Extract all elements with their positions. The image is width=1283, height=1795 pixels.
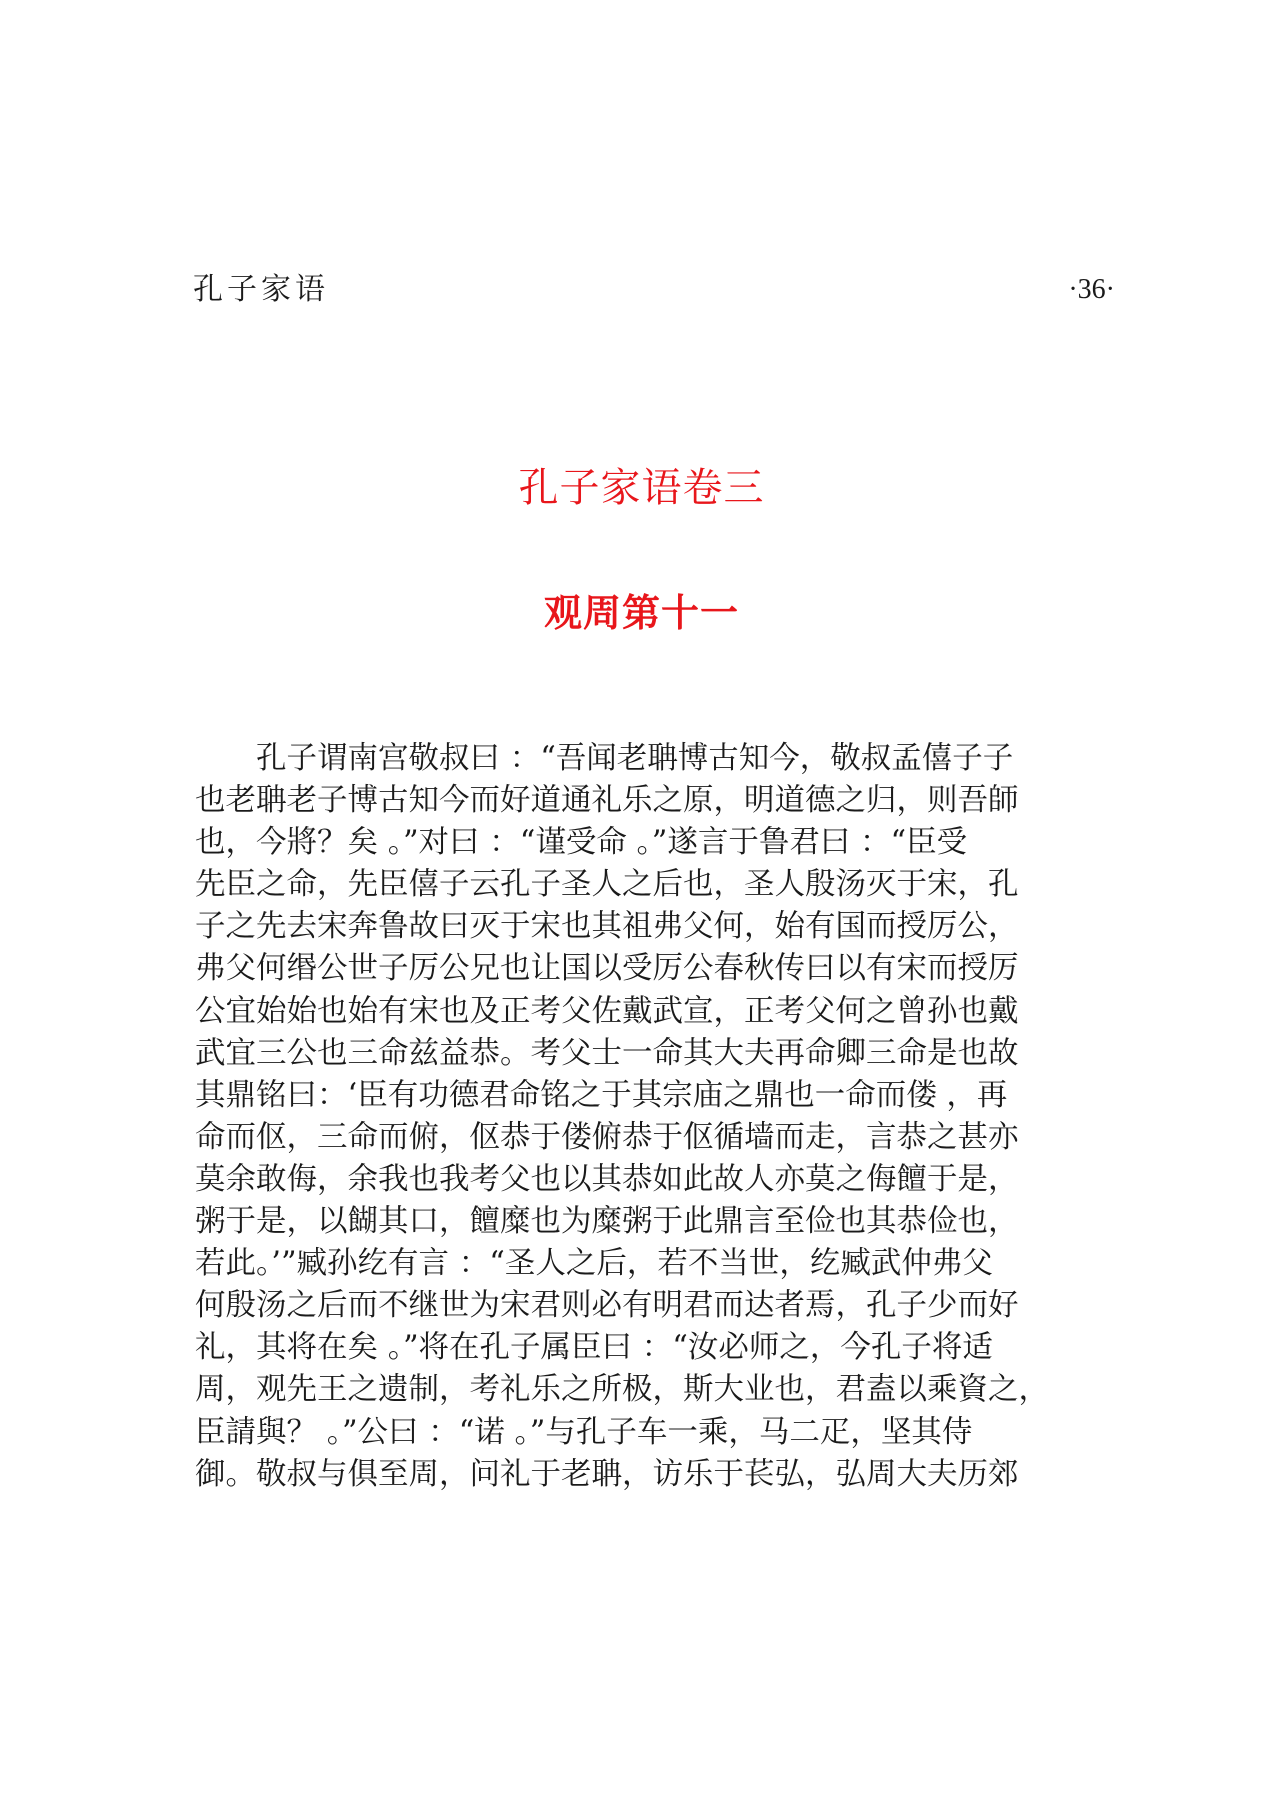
page-number: ·36·	[1068, 274, 1115, 305]
body-line: 先臣之命，先臣僖子云孔子圣人之后也，圣人殷汤灭于宋，孔	[195, 867, 1019, 903]
chapter-title: 观周第十一	[543, 591, 739, 635]
body-line: 若此。’”臧孙纥有言 ：“圣人之后，若不当世，纥臧武仲弗父	[195, 1246, 993, 1282]
body-line: 命而伛，三命而俯，伛恭于偻俯恭于伛循墙而走，言恭之甚亦	[195, 1119, 1019, 1155]
body-line: 御。敬叔与俱至周，问礼于老聃，访乐于苌弘，弘周大夫历郊	[195, 1456, 1019, 1492]
body-line: 礼，其将在矣 。”将在孔子属臣曰 ：“汝必师之，今孔子将适	[195, 1330, 993, 1366]
volume-title: 孔子家语卷三	[518, 465, 765, 511]
body-line: 武宜三公也三命兹益恭。考父士一命其大夫再命卿三命是也故	[195, 1035, 1019, 1071]
body-text	[195, 738, 1125, 1496]
body-line: 莫余敢侮，余我也我考父也以其恭如此故人亦莫之侮饘于是，	[195, 1161, 1019, 1197]
running-head-book-title: 孔子家语	[193, 272, 329, 307]
body-line: 也，今將？矣 。”对曰 ：“谨受命 。”遂言于鲁君曰 ：“臣受	[195, 825, 968, 861]
body-line: 孔子谓南宫敬叔曰 ：“吾闻老聃博古知今，敬叔孟僖子子	[195, 741, 1014, 776]
body-line: 臣請與？ 。”公曰 ：“诺 。”与孔子车一乘，马二疋，坚其侍	[195, 1414, 973, 1450]
body-line: 粥于是，以餬其口，饘糜也为糜粥于此鼎言至俭也其恭俭也，	[195, 1204, 1019, 1240]
body-line: 子之先去宋奔鲁故曰灭于宋也其祖弗父何，始有国而授厉公，	[195, 909, 1019, 945]
body-line: 周，观先王之遗制，考礼乐之所极，斯大业也，君盍以乘資之，	[195, 1372, 1049, 1408]
body-line: 何殷汤之后而不继世为宋君则必有明君而达者焉，孔子少而好	[195, 1288, 1019, 1324]
body-line: 弗父何缗公世子厉公兄也让国以受厉公春秋传曰以有宋而授厉	[195, 951, 1019, 987]
body-line: 其鼎铭曰：‘臣有功德君命铭之于其宗庙之鼎也一命而偻 ，再	[195, 1077, 1008, 1113]
body-line: 也老聃老子博古知今而好道通礼乐之原，明道德之归，则吾師	[195, 783, 1019, 819]
body-line: 公宜始始也始有宋也及正考父佐戴武宣，正考父何之曾孙也戴	[195, 993, 1019, 1029]
